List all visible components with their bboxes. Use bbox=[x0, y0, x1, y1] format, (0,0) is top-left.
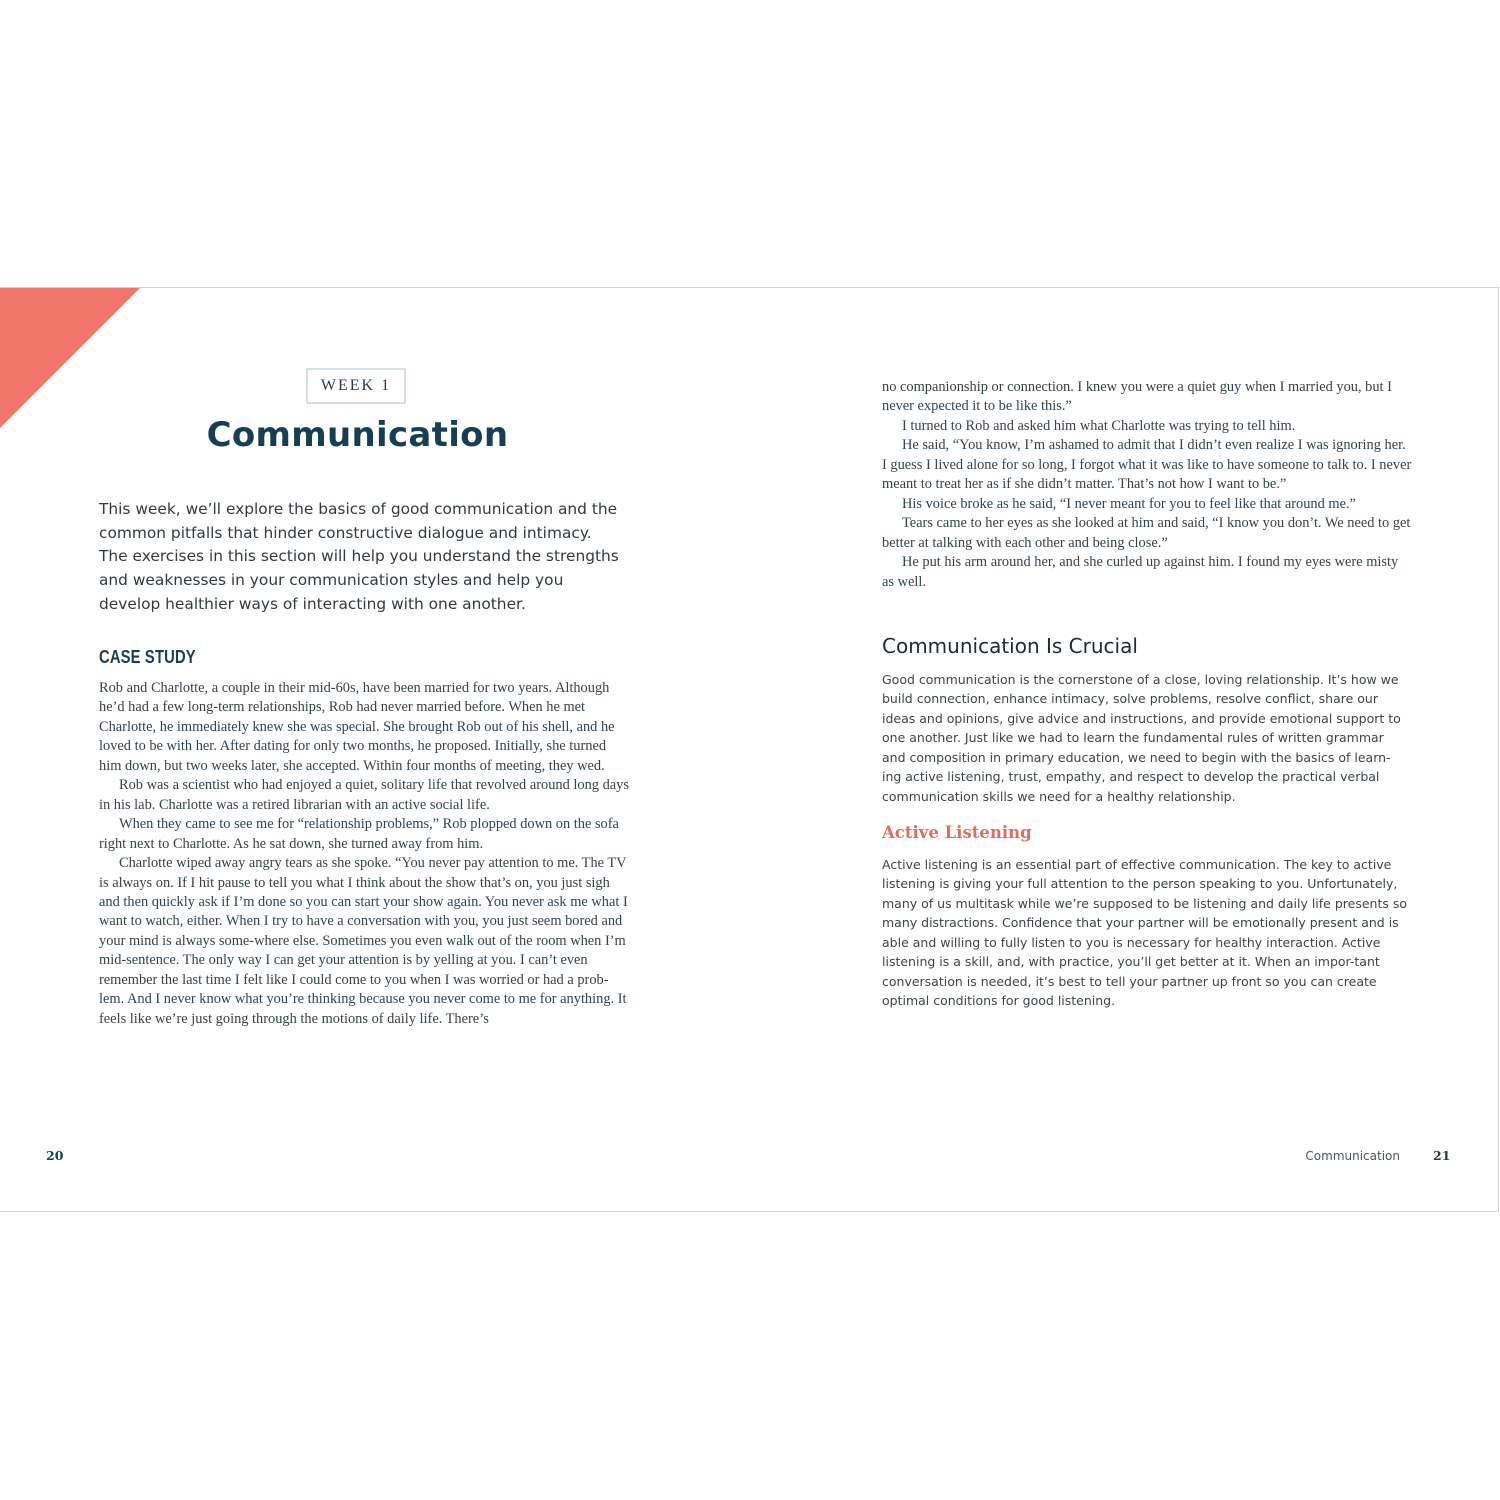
chapter-title: Communication bbox=[206, 415, 509, 455]
case-study-paragraph: He put his arm around her, and she curled up against him. I found my eyes were misty as well. bbox=[882, 554, 1399, 590]
section-body: Good communication is the cornerstone of a close, loving relationship. It’s how we build connection, enhance intimacy, solve problems, resolve conflict, share our ideas and opinions, give advice and instructions, and provide emotional support to one another. Just like we had to learn the fundamental rules of written grammar and composition in primary education, we need to begin with the basics of learn-ing active listening, trust, empathy, and respect to develop the practical verbal communication skills we need for a healthy relationship. bbox=[882, 672, 1401, 804]
book-spread bbox=[0, 287, 1499, 1212]
subsection-heading: Active Listening bbox=[882, 823, 1032, 842]
subsection-body: Active listening is an essential part of effective communication. The key to active listening is giving your full attention to the person speaking to you. Unfortunately, many of us multitask while we’re supposed to be listening and daily life presents so many distractions. Confidence that your partner will be emotionally present and is able and willing to fully listen to you is necessary for healthy interaction. Active listening is a skill, and, with practice, you’ll get better at it. When an impor-tant conversation is needed, it’s best to tell your partner up front so you can create optimal conditions for good listening. bbox=[882, 857, 1407, 1009]
case-study-paragraph: His voice broke as he said, “I never meant for you to feel like that around me.” bbox=[902, 495, 1356, 512]
page-number-left: 20 bbox=[46, 1148, 64, 1163]
page-number-right: 21 bbox=[1433, 1148, 1451, 1163]
case-study-paragraph: He said, “You know, I’m ashamed to admit that I didn’t even realize I was ignoring her. I guess I lived alone for so long, I forgot what it was like to have someone to talk to. I never meant to treat her as if she didn’t matter. That’s not how I want to be.” bbox=[882, 437, 1412, 493]
chapter-intro: This week, we’ll explore the basics of good communication and the common pitfalls that hinder constructive dialogue and intimacy. The exercises in this section will help you understand the strengths and weaknesses in your communication styles and help you develop healthier ways of interacting with one another. bbox=[99, 500, 619, 613]
case-study-paragraph: no companionship or connection. I knew you were a quiet guy when I married you, but I never expected it to be like this.” bbox=[882, 379, 1392, 415]
case-study-heading: CASE STUDY bbox=[99, 647, 196, 667]
case-study-paragraph: Charlotte wiped away angry tears as she spoke. “You never pay attention to me. The TV is always on. If I hit pause to tell you what I think about the show that’s on, you just sigh and then quickly ask if I’m done so you can start your show again. You never ask me what I want to watch, either. When I try to have a conversation with you, you just seem bored and your mind is always some-where else. Sometimes you even walk out of the room when I’m mid-sentence. The only way I can get your attention is by yelling at you. I can’t even remember the last time I felt like I could come to you when I was worried or had a prob-lem. And I never know what you’re thinking because you never come to me for anything. It feels like we’re just going through the motions of daily life. There’s bbox=[99, 855, 628, 1027]
case-study-text-left bbox=[99, 679, 629, 1029]
running-head: Communication bbox=[1305, 1149, 1400, 1163]
week-label: WEEK 1 bbox=[306, 368, 406, 404]
case-study-paragraph: I turned to Rob and asked him what Charlotte was trying to tell him. bbox=[902, 417, 1296, 434]
case-study-paragraph: Rob was a scientist who had enjoyed a quiet, solitary life that revolved around long days in his lab. Charlotte was a retired librarian with an active social life. bbox=[99, 777, 629, 813]
case-study-paragraph: When they came to see me for “relationship problems,” Rob plopped down on the sofa right next to Charlotte. As he sat down, she turned away from him. bbox=[99, 816, 619, 852]
case-study-paragraph: Tears came to her eyes as she looked at him and said, “I know you don’t. We need to get better at talking with each other and being close.” bbox=[882, 515, 1411, 551]
corner-accent-triangle bbox=[0, 288, 140, 428]
section-heading: Communication Is Crucial bbox=[882, 634, 1138, 658]
case-study-text-right bbox=[882, 378, 1412, 592]
case-study-paragraph: Rob and Charlotte, a couple in their mid-60s, have been married for two years. Although he’d had a few long-term relationships, Rob had never married before. When he met Charlotte, he immediately knew she was special. She brought Rob out of his shell, and he loved to be with her. After dating for only two months, he proposed. Initially, she turned him down, but two weeks later, she accepted. Within four months of meeting, they wed. bbox=[99, 680, 615, 774]
